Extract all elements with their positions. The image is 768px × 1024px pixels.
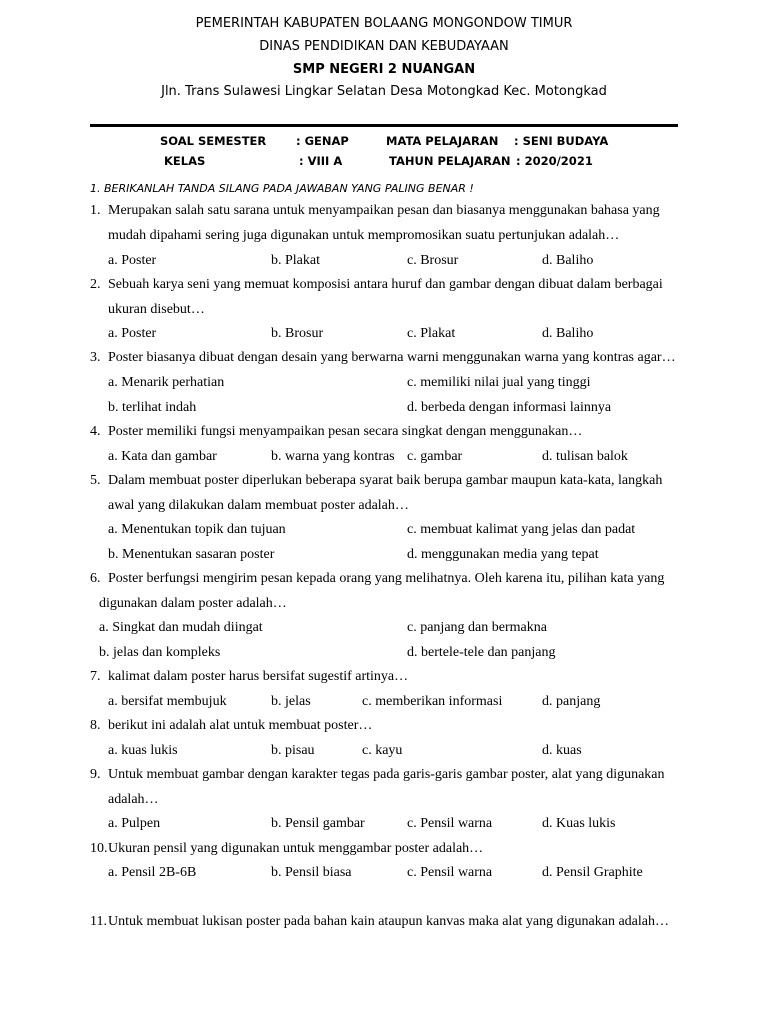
option-d: d. menggunakan media yang tepat	[407, 547, 599, 562]
question-number: 6.	[90, 571, 101, 586]
meta-kelas-label: KELAS	[164, 154, 206, 168]
question-text-cont: digunakan dalam poster adalah…	[99, 596, 287, 611]
option-a: a. Kata dan gambar	[108, 449, 217, 464]
option-d: d. kuas	[542, 743, 582, 758]
option-c: c. Brosur	[407, 253, 459, 268]
question-number: 11.	[90, 914, 107, 929]
option-a: a. Pensil 2B-6B	[108, 865, 197, 880]
question-number: 7.	[90, 669, 101, 684]
option-a: a. Pulpen	[108, 816, 161, 831]
question-text: Untuk membuat gambar dengan karakter tegas pada garis-garis gambar poster, alat yang digunakan	[108, 767, 665, 782]
option-c: c. gambar	[407, 449, 463, 464]
question-number: 9.	[90, 767, 101, 782]
question-number: 5.	[90, 473, 101, 488]
option-d: d. Pensil Graphite	[542, 865, 643, 880]
question-text: Poster memiliki fungsi menyampaikan pesan secara singkat dengan menggunakan…	[108, 424, 583, 439]
header-line-school: SMP NEGERI 2 NUANGAN	[292, 62, 476, 77]
question-text: Dalam membuat poster diperlukan beberapa syarat baik berupa gambar maupun kata-kata, langkah	[108, 473, 663, 488]
meta-soal-label: SOAL SEMESTER	[160, 134, 267, 148]
question-text-cont: mudah dipahami sering juga digunakan untuk mempromosikan suatu pertunjukan adalah…	[108, 228, 620, 243]
option-d: d. panjang	[542, 694, 601, 709]
option-b: b. jelas	[271, 694, 311, 709]
option-a: a. bersifat membujuk	[108, 694, 227, 709]
header-divider	[90, 124, 678, 127]
option-d: d. Baliho	[542, 253, 594, 268]
question-text: kalimat dalam poster harus bersifat sugestif artinya…	[108, 669, 409, 684]
option-b: b. Menentukan sasaran poster	[108, 547, 275, 562]
meta-tahun-value: : 2020/2021	[516, 154, 593, 168]
question-text: Untuk membuat lukisan poster pada bahan kain ataupun kanvas maka alat yang digunakan adalah…	[108, 914, 669, 929]
meta-mapel-value: : SENI BUDAYA	[514, 134, 609, 148]
meta-kelas-value: : VIII A	[299, 154, 343, 168]
option-a: a. kuas lukis	[108, 743, 178, 758]
question-text: Poster biasanya dibuat dengan desain yang berwarna warni menggunakan warna yang kontras agar…	[108, 350, 676, 365]
option-c: c. Pensil warna	[407, 816, 493, 831]
option-d: d. berbeda dengan informasi lainnya	[407, 400, 612, 415]
option-a: a. Poster	[108, 326, 157, 341]
question-text: Sebuah karya seni yang memuat komposisi antara huruf dan gambar dengan dibuat dalam berbagai	[108, 277, 663, 292]
header-line-government: PEMERINTAH KABUPATEN BOLAANG MONGONDOW TIMUR	[195, 16, 573, 31]
question-text: Ukuran pensil yang digunakan untuk menggambar poster adalah…	[108, 841, 484, 856]
option-c: c. memberikan informasi	[362, 694, 503, 709]
question-number: 3.	[90, 350, 101, 365]
option-c: c. Pensil warna	[407, 865, 493, 880]
header-line-address: Jln. Trans Sulawesi Lingkar Selatan Desa Motongkad Kec. Motongkad	[161, 84, 607, 99]
option-b: b. Pensil gambar	[271, 816, 365, 831]
question-text-cont: adalah…	[108, 792, 159, 807]
question-number: 2.	[90, 277, 101, 292]
option-c: c. panjang dan bermakna	[407, 620, 547, 635]
option-b: b. Plakat	[271, 253, 320, 268]
question-number: 4.	[90, 424, 101, 439]
instruction: 1. BERIKANLAH TANDA SILANG PADA JAWABAN YANG PALING BENAR !	[90, 182, 474, 195]
option-c: c. memiliki nilai jual yang tinggi	[407, 375, 591, 390]
question-text: Poster berfungsi mengirim pesan kepada orang yang melihatnya. Oleh karena itu, pilihan kata yang	[108, 571, 665, 586]
option-a: a. Menentukan topik dan tujuan	[108, 522, 286, 537]
meta-soal-value: : GENAP	[296, 134, 349, 148]
option-c: c. membuat kalimat yang jelas dan padat	[407, 522, 636, 537]
option-a: a. Poster	[108, 253, 157, 268]
option-a: a. Menarik perhatian	[108, 375, 225, 390]
question-text-cont: ukuran disebut…	[108, 302, 205, 317]
meta-mapel-label: MATA PELAJARAN	[386, 134, 499, 148]
option-d: d. bertele-tele dan panjang	[407, 645, 556, 660]
option-d: d. tulisan balok	[542, 449, 628, 464]
option-b: b. pisau	[271, 743, 315, 758]
option-b: b. Brosur	[271, 326, 324, 341]
option-b: b. terlihat indah	[108, 400, 197, 415]
question-number: 1.	[90, 203, 101, 218]
option-b: b. jelas dan kompleks	[99, 645, 221, 660]
option-b: b. Pensil biasa	[271, 865, 352, 880]
question-number: 10.	[90, 841, 108, 856]
question-text: Merupakan salah satu sarana untuk menyampaikan pesan dan biasanya menggunakan bahasa yang	[108, 203, 660, 218]
question-text: berikut ini adalah alat untuk membuat poster…	[108, 718, 373, 733]
option-a: a. Singkat dan mudah diingat	[99, 620, 263, 635]
option-d: d. Baliho	[542, 326, 594, 341]
option-b: b. warna yang kontras	[271, 449, 395, 464]
option-d: d. Kuas lukis	[542, 816, 616, 831]
question-number: 8.	[90, 718, 101, 733]
option-c: c. Plakat	[407, 326, 456, 341]
question-text-cont: awal yang dilakukan dalam membuat poster adalah…	[108, 498, 409, 513]
option-c: c. kayu	[362, 743, 403, 758]
header-line-department: DINAS PENDIDIKAN DAN KEBUDAYAAN	[259, 39, 509, 54]
meta-tahun-label: TAHUN PELAJARAN	[389, 154, 511, 168]
